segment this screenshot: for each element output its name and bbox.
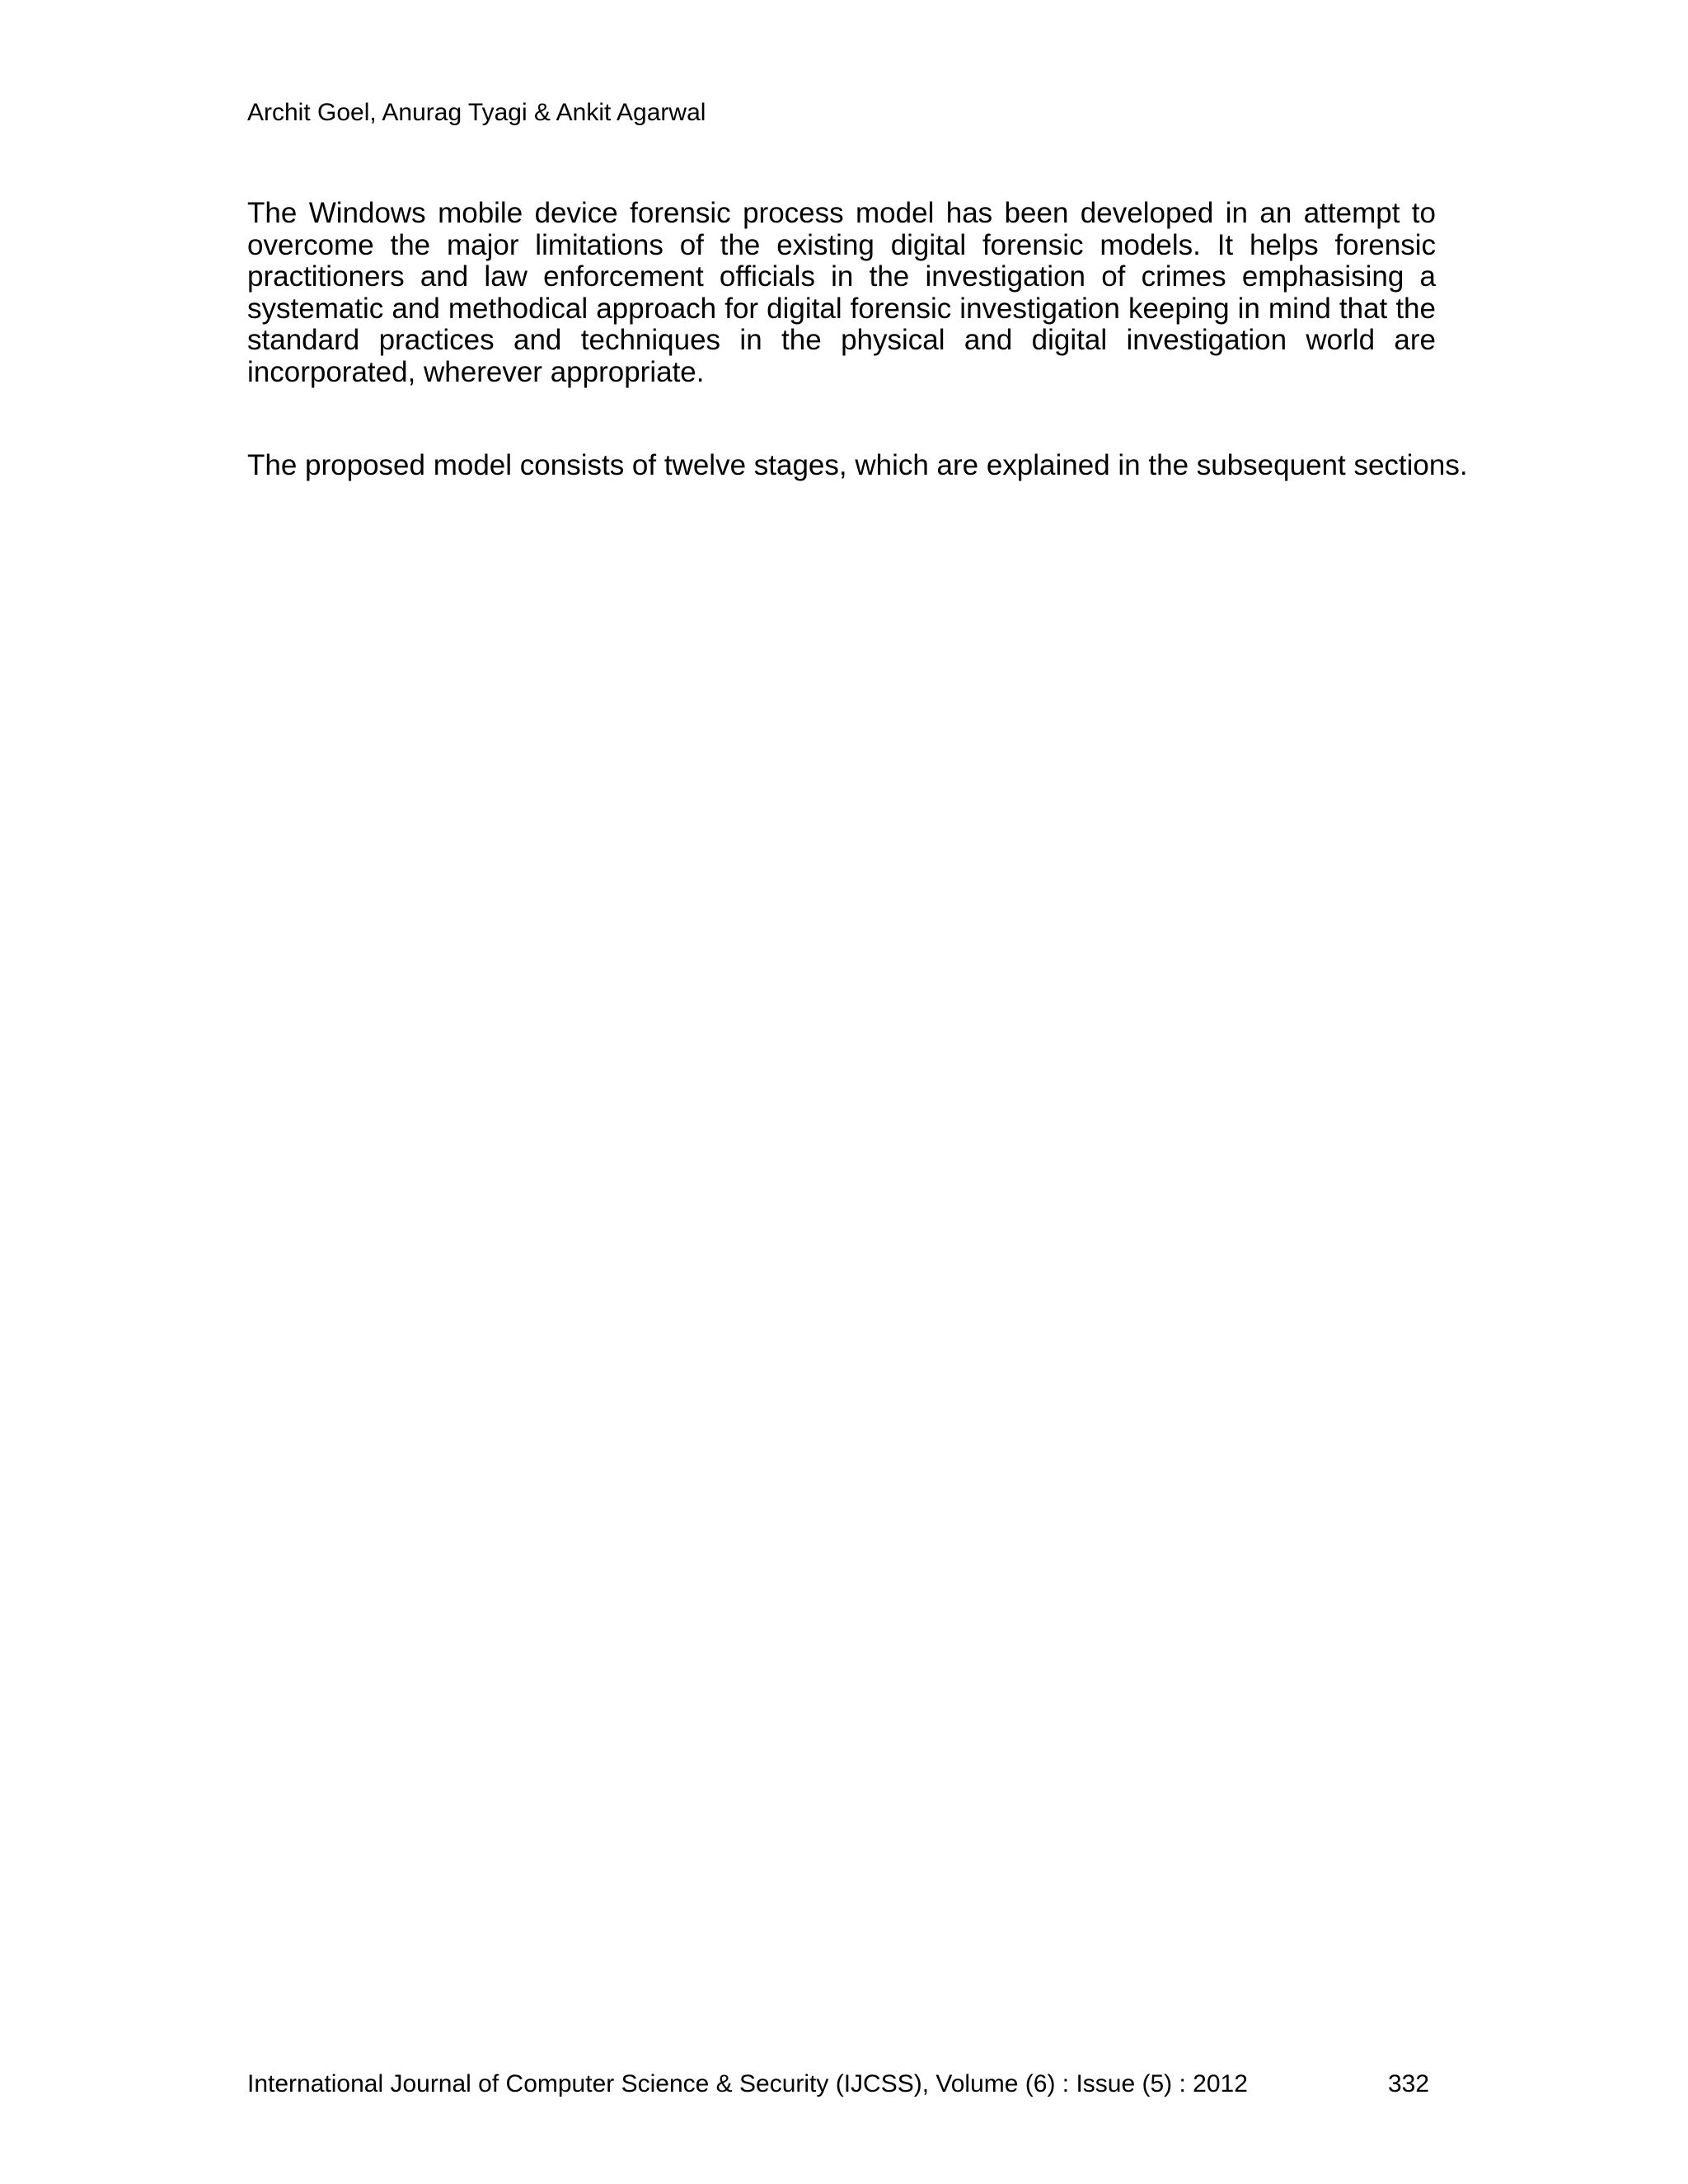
running-header-authors: Archit Goel, Anurag Tyagi & Ankit Agarwal [247,99,706,126]
body-paragraph-2: The proposed model consists of twelve stages, which are explained in the subsequent sections. [247,449,1468,481]
footer-page-number: 332 [1388,2070,1430,2097]
body-paragraph-1: The Windows mobile device forensic process model has been developed in an attempt to overcome the major limitations of the existing digital forensic models. It helps forensic practitioners and law enforcement officials in the investigation of crimes emphasising a systematic and methodical approach for digital forensic investigation keeping in mind that the standard practices and techniques in the physical and digital investigation world are incorporated, wherever appropriate. [247,197,1436,388]
footer-journal-citation: International Journal of Computer Science & Security (IJCSS), Volume (6) : Issue (5) : 2012 [247,2070,1248,2097]
